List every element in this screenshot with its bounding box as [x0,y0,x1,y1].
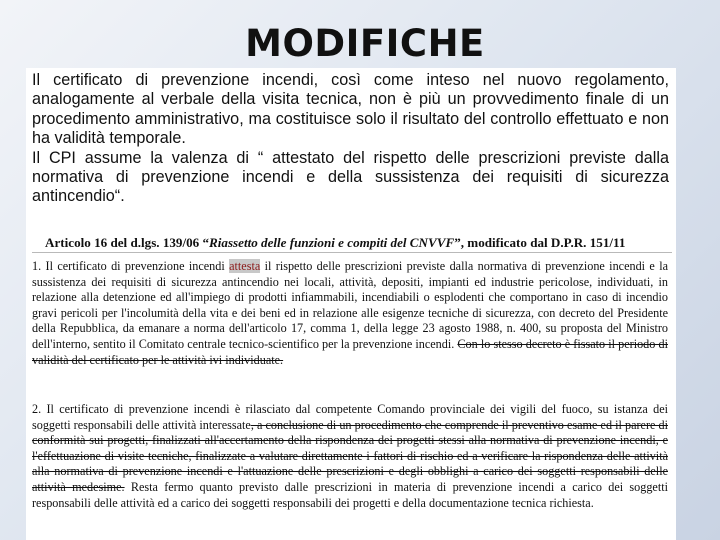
law-paragraph-2-text-a: 2. Il certificato di prevenzione incendi è rilasciato dal competente Comando provinciale dei vigili del fuoco, su istanza dei soggetti responsabili delle attività interessate [32,402,668,432]
article-heading-title: Riassetto delle funzioni e compiti del CNVVF [209,235,455,250]
law-paragraph-2 [32,402,668,511]
deleted-text-2: , a conclusione di un procedimento che comprende il preventivo esame ed il parere di conformità sui progetti, finalizzati all'accertamento della rispondenza dei progetti stessi alla normativa di prevenzione incendi, e l'effettuazione di visite tecniche, finalizzate a valutare direttamente i fattori di rischio ed a verificare la rispondenza delle attività alla normativa di prevenzione incendi e l'attuazione delle prescrizioni e degli obblighi a carico dei soggetti responsabili delle attività medesime. [32,417,668,494]
article-heading [45,235,675,251]
content-panel [26,68,676,540]
law-paragraph-1-text-a: 1. Il certificato di prevenzione incendi [32,259,230,273]
divider [32,252,672,253]
article-heading-prefix: Articolo 16 del d.lgs. 139/06 “ [45,235,210,250]
law-paragraph-1 [32,259,668,368]
intro-paragraph-1: Il certificato di prevenzione incendi, così come inteso nel nuovo regolamento, analogamente al verbale della visita tecnica, non è più un provvedimento finale di un procedimento amministrativo, ma costituisce solo il risultato del controllo effettuato e non ha validità temporale. [32,71,669,148]
intro-text [32,71,669,207]
highlighted-word: attesta [229,259,261,273]
article-heading-suffix: ”, modificato dal D.P.R. 151/11 [454,235,626,250]
law-paragraph-2-text-b: Resta fermo quanto previsto dalle prescrizioni in materia di prevenzione incendi a carico dei soggetti responsabili delle attività ed a carico dei soggetti responsabili dei progetti e della documentazione tecnica richiesta. [32,479,668,510]
deleted-text-1: Con lo stesso decreto è fissato il periodo di validità del certificato per le attività ivi individuate. [32,336,668,367]
law-paragraph-1-text-b: il rispetto delle prescrizioni previste dalla normativa di prevenzione incendi e la sussistenza dei requisiti di sicurezza antincendio nei locali, attività, depositi, impianti ed industrie pericolose, individuati, in relazione alla detenzione ed all'impiego di prodotti infiammabili, incendiabili o esplodenti che comportano in caso di incendio gravi pericoli per l'incolumità della vita e dei beni ed in relazione alle esigenze tecniche di sicurezza, con decreto del Presidente della Repubblica, da emanare a norma dell'articolo 17, comma 1, della legge 23 agosto 1988, n. 400, su proposta del Ministro dell'interno, sentito il Comitato centrale tecnico-scientifico per la prevenzione incendi. [32,259,669,351]
intro-paragraph-2: Il CPI assume la valenza di “ attestato del rispetto delle prescrizioni previste dalla normativa di prevenzione incendi e della sussistenza dei requisiti di sicurezza antincendio“. [32,148,669,206]
page-title: MODIFICHE [245,22,485,65]
